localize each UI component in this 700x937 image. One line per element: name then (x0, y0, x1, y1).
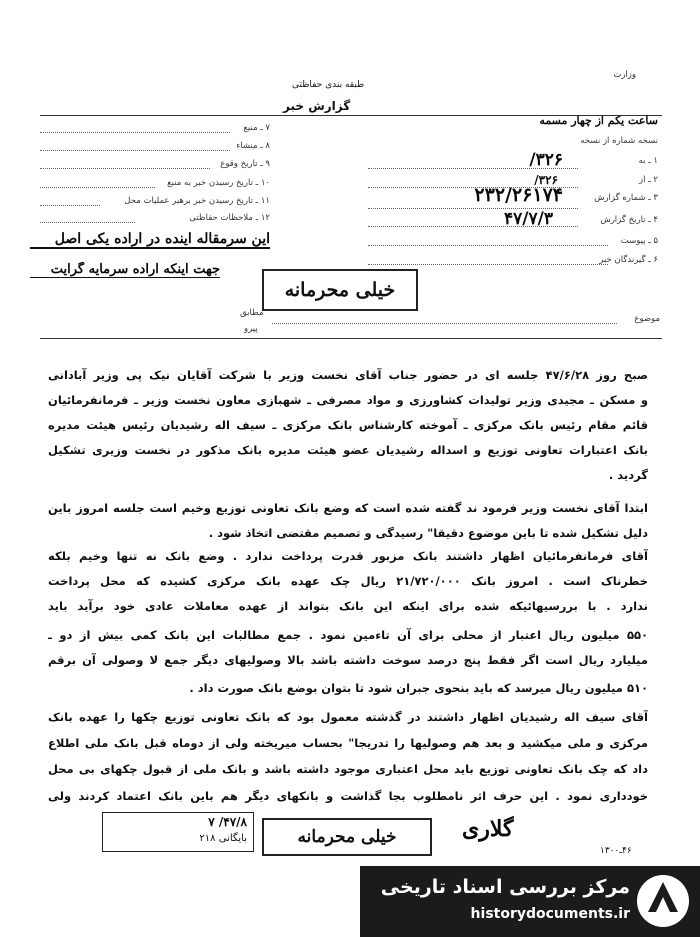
field-source-date: ۱۰ ـ تاریخ رسیدن خبر به منبع (167, 178, 270, 188)
field-line (40, 150, 230, 151)
body-line: دلیل تشکیل شده تا باین موضوع دقیقا" رسیدگی و تصمیم مقتضی اتخاذ شود . (208, 526, 648, 540)
body-line: ندارد . با بررسیهائیکه شده برای اینکه این بانک بتواند از عهده معاملات عادی خود برآید باید (48, 599, 648, 613)
field-security-notes: ۱۲ ـ ملاحظات حفاظتی (189, 213, 270, 223)
ref-label: پیرو (244, 324, 258, 334)
classification-stamp: خیلی محرمانه (262, 269, 418, 311)
document-number: ۴۶ـ۱۳۰۰ (600, 846, 632, 856)
field-value: ۲۳۲/۲۶۱۷۴ (474, 184, 563, 206)
org-label: وزارت (613, 70, 636, 80)
subject-line (272, 323, 617, 324)
body-line: ۵۵۰ میلیون ریال اعتبار از محلی برای آن تاءمین نمود . جمع مطالبات این بانک کمی بیش از دو ـ (48, 628, 648, 642)
body-line: میلیارد ریال است اگر فقط پنج درصد سوخت داشته باشد بالا وصولیهای دیگر جمع لا وصولی آن برقم (48, 653, 648, 667)
classification-label: طبقه بندی حفاظتی (292, 80, 365, 90)
field-line (40, 132, 230, 133)
field-value: ۴۷/۷/۳ (504, 209, 553, 229)
body-line: قائم مقام رئیس بانک مرکزی ـ آموخته کارشناس بانک مرکزی ـ سیف اله رشیدیان رئیس هیئت مدیره (48, 418, 648, 432)
watermark-url: historydocuments.ir (470, 906, 630, 922)
handwritten-note: این سرمقاله اینده در اراده یکی اصل (30, 231, 270, 249)
body-line: صبح روز ۴۷/۶/۲۸ جلسه ای در حضور جناب آقای نخست وزیر با شرکت آقایان نیک پی وزیر آبادانی (48, 368, 648, 382)
field-label: ۲ ـ از (639, 175, 658, 185)
subject-label: موضوع (634, 314, 660, 324)
field-origin: ۸ ـ منشاء (236, 141, 270, 151)
page-title: گزارش خبر (283, 99, 351, 113)
field-line (40, 205, 100, 206)
field-value: ۳۲۶/ (534, 173, 558, 187)
field-label: ۱ ـ به (638, 156, 658, 166)
body-line: گردید . (608, 468, 648, 482)
body-line: داد که چک بانک تعاونی توزیع باید محل اعتباری موجود داشته باشد و بانک ملی از قبول چکهای بی محل (48, 762, 648, 776)
body-line: ۵۱۰ میلیون ریال میرسد که باید بنحوی جبران شود تا بتوان بوضع بانک صورت داد . (189, 681, 648, 695)
form-right-line1: ساعت یکم از چهار مسمه (539, 114, 658, 127)
archive-logo-icon (634, 872, 692, 930)
field-op-date: ۱۱ ـ تاریخ رسیدن خبر برهبر عملیات محل (124, 196, 270, 206)
ref-label: مطابق (240, 308, 264, 318)
initials-signature: گلاری (462, 816, 514, 842)
field-line (368, 245, 608, 246)
field-line (368, 187, 578, 188)
filing-stamp-box (102, 812, 254, 852)
form-right-line2: نسخه شماره از نسخه (580, 136, 658, 146)
field-label: ۳ ـ شماره گزارش (594, 193, 658, 203)
field-line (368, 264, 608, 265)
body-line: و مسکن ـ مجیدی وزیر تولیدات کشاورزی و مواد مصرفی ـ شهبازی معاون نخست وزیر ـ فرمانفرمائیان (48, 393, 648, 407)
body-line: خودداری نمود . این حرف اثر نامطلوب بجا گذاشت و بانکهای دیگر هم باین بانک اعتماد کردند ولی (48, 789, 648, 803)
watermark-band (360, 866, 700, 937)
field-source: ۷ ـ منبع (243, 123, 270, 133)
field-line (368, 226, 578, 227)
body-line: خطرناک است . امروز بانک ۲۱/۷۲۰/۰۰۰ ریال چک عهده بانک مرکزی کشیده که محل پرداخت (48, 574, 648, 588)
field-event-date: ۹ ـ تاریخ وقوع (220, 159, 270, 169)
field-line (368, 208, 578, 209)
body-line: ابتدا آقای نخست وزیر فرمود ند گفته شده است که وضع بانک تعاونی توزیع وخیم است جلسه امروز باین (48, 501, 648, 515)
classification-stamp-bottom: خیلی محرمانه (262, 818, 432, 856)
body-line: آقای فرمانفرمائیان اظهار داشتند بانک مزبور قدرت پرداخت ندارد . وضع بانک نه تنها وخیم بلکه (48, 549, 648, 563)
body-line: مرکزی و ملی میکشید و بعد هم وصولیها را تدریجا" بحساب میریخته ولی از دوماه قبل بانک ملی اطلاع (48, 736, 648, 750)
filing-date: ۴۷/۸/ ۷ (208, 815, 247, 829)
field-line (40, 187, 155, 188)
field-line (40, 168, 210, 169)
subject-rule (40, 338, 662, 339)
field-label: ۵ ـ پیوست (620, 236, 658, 246)
field-line (368, 168, 578, 169)
body-line: آقای سیف اله رشیدیان اظهار داشتند در گذشته معمول بود که بانک تعاونی توزیع چکها را عهده بانک (48, 710, 648, 724)
field-label: ۴ ـ تاریخ گزارش (600, 215, 658, 225)
field-value: ۳۲۶/ (529, 150, 563, 170)
field-label: ۶ ـ گیرندگان خبر (599, 255, 658, 265)
handwritten-note: جهت اینکه اراده سرمایه گرایت (30, 262, 220, 278)
body-line: بانک اعتبارات تعاونی توزیع و اسداله رشیدیان عضو هیئت مدیره بانک مذکور در نخست وزیری تشکیل (48, 443, 648, 457)
watermark-name: مرکز بررسی اسناد تاریخی (380, 876, 630, 898)
field-line (40, 222, 135, 223)
filing-archive: بایگانی ۲۱۸ (199, 833, 247, 844)
